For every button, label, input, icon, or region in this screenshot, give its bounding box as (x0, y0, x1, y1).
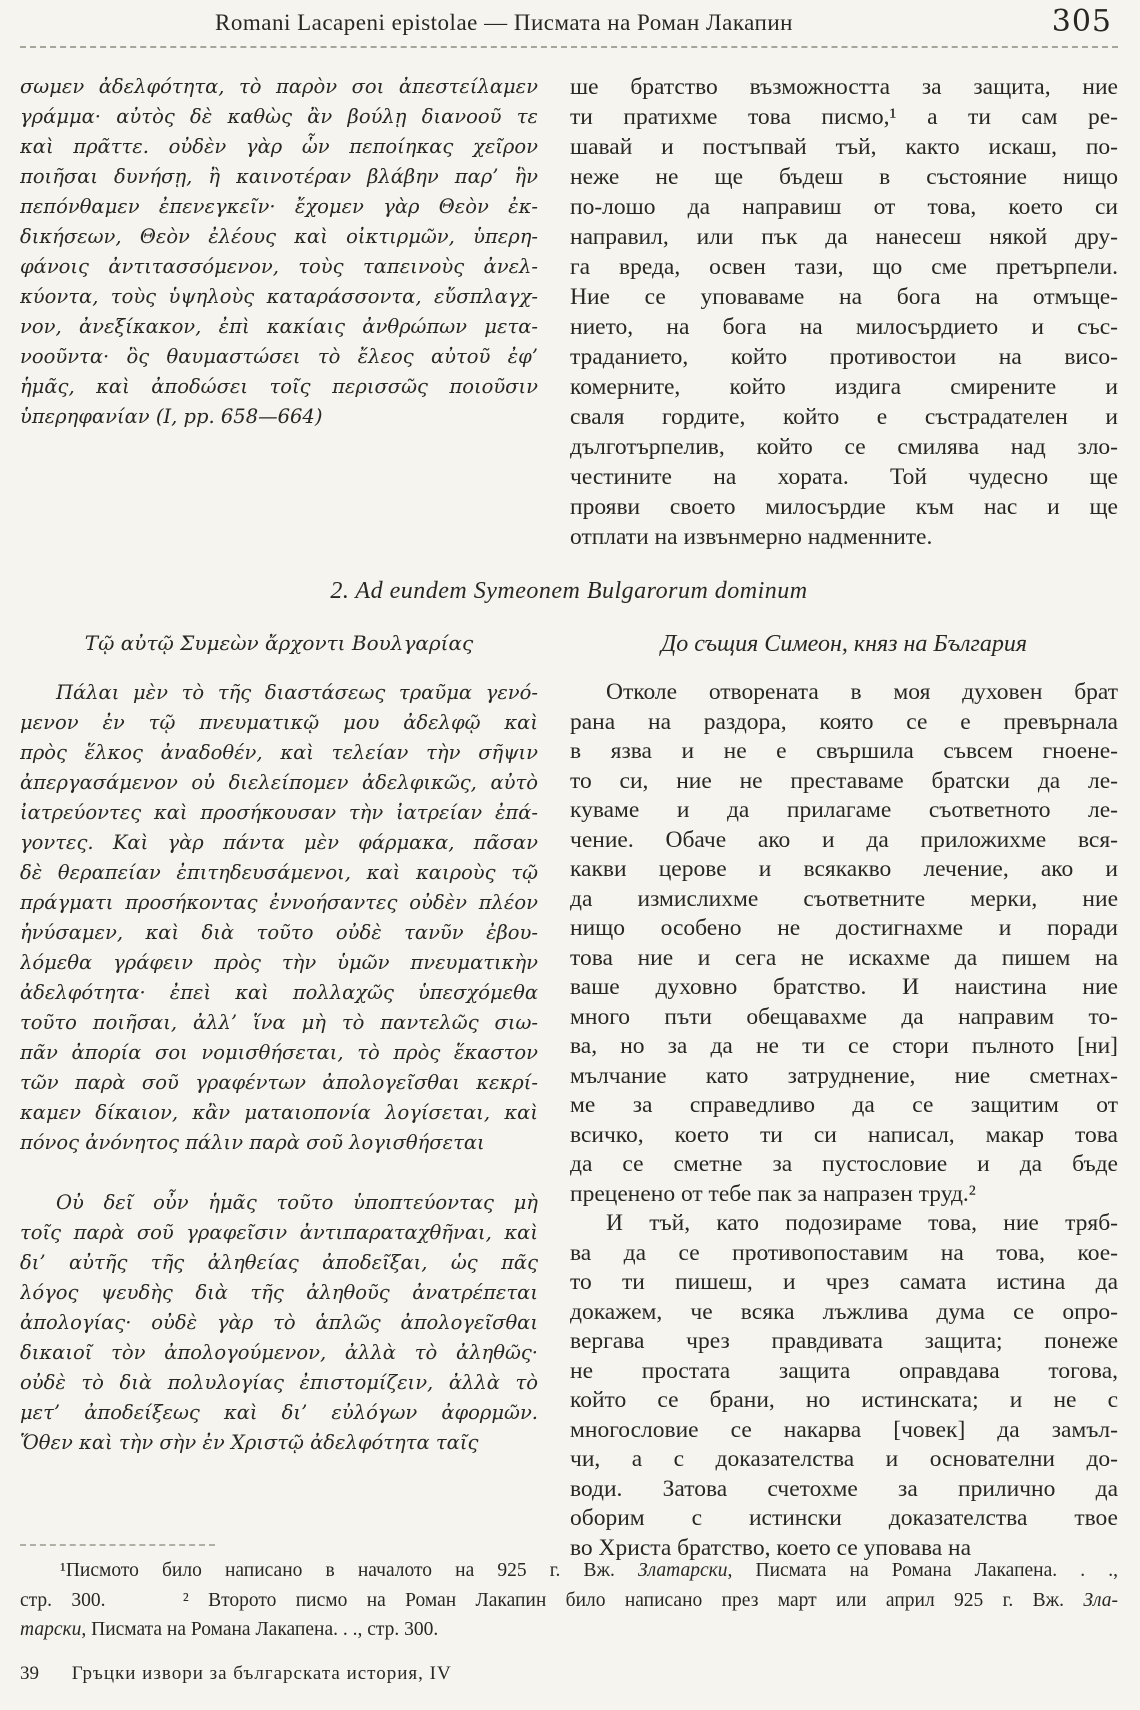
footnote-text: ¹Писмото било написано в началото на 925 г. Вж. (60, 1560, 639, 1581)
text-line: всичко, което ти си написал, макар това (570, 1121, 1118, 1148)
text-line: μετ’ ἀποδείξεως καὶ δι’ εὐλόγων ἀφορμῶν. (20, 1401, 538, 1424)
text-line: πρὸς ἕλκος ἀναδοθέν, καὶ τελείαν τὴν σῆψιν (20, 741, 538, 764)
greek-column-block2 (20, 678, 538, 1563)
text-line: νοοῦντα· ὃς θαυμαστώσει τὸ ἔλεος αὐτοῦ ἐφ’ (20, 345, 538, 368)
text-line: това ние и сега не искахме да пишем на (570, 944, 1118, 971)
text-line: τοῖς παρὰ σοῦ γραφεῖσιν ἀντιπαραταχθῆναι, καὶ (20, 1221, 538, 1244)
text-line: Отколе отворената в моя духовен брат (606, 679, 1118, 705)
printers-signature-line (20, 1663, 1118, 1685)
text-line: ше братство възможността за защита, ние (570, 74, 1118, 100)
signature-number: 39 (20, 1662, 39, 1684)
text-line: Πάλαι μὲν τὸ τῆς διαστάσεως τραῦμα γενό- (56, 681, 538, 704)
signature-series-title: Гръцки извори за българската история, IV (71, 1662, 452, 1684)
footnote-text: стр. 300. ² Второто писмо на Роман Лакапин било написано през март или април 925 г. Вж. (20, 1589, 1084, 1611)
text-line: га вреда, освен тази, що сме претърпели. (570, 254, 1118, 280)
text-line: да измислихме съответните мерки, ние (570, 885, 1118, 912)
text-line: по-лошо да направиш от това, което си (570, 194, 1118, 220)
footnote-line (20, 1586, 1118, 1616)
bulgarian-column-block1 (570, 72, 1118, 552)
text-line: ти пратихме това писмо,¹ а ти сам ре- (570, 104, 1118, 130)
text-line: докажем, че всяка лъжлива дума се опро- (570, 1298, 1118, 1325)
text-line: ва да се противопоставим на това, кое- (570, 1239, 1118, 1266)
text-line: δικαιοῖ τὸν ἀπολογούμενον, ἀλλὰ τὸ ἀληθῶς· (20, 1341, 538, 1364)
footnote-author-name: Зла- (1083, 1589, 1118, 1611)
text-line: оборим с истински доказателства твое (570, 1505, 1118, 1531)
text-line: ва, но за да не ти се стори пълното [ни] (570, 1033, 1118, 1059)
text-line: οὐδὲ τὸ διὰ πολυλογίας ἐπιστομίζειν, ἀλλὰ τὸ (20, 1371, 538, 1394)
text-line: Ние се уповаваме на бога на отмъще- (570, 284, 1118, 310)
text-line: δι’ αὐτῆς τῆς ἀληθείας ἀποδεῖξαι, ὡς πᾶς (20, 1251, 538, 1274)
text-line: сваля гордите, който е състрадателен и (570, 404, 1118, 430)
section-heading: 2. Ad eundem Symeonem Bulgarorum dominum (330, 578, 808, 604)
footnotes (20, 1556, 1118, 1645)
greek-column-block1 (20, 72, 538, 552)
footnote-text: , Писмата на Романа Лакапена. . ., стр. 300. (81, 1619, 439, 1640)
greek-paragraph-2 (20, 678, 538, 1158)
text-line: ὑπερηφανίαν (I, pp. 658—664) (20, 405, 323, 428)
bulgarian-paragraph-2 (570, 678, 1118, 1209)
text-line: нието, на бога на милосърдието и със- (570, 314, 1118, 340)
text-line: во Христа братство, което се уповава на (570, 1534, 972, 1561)
text-line: καμεν δίκαιον, κἂν ματαιοπονία λογίσεται, καὶ (20, 1101, 538, 1124)
text-line: траданието, който противостои на висо- (570, 344, 1118, 370)
text-line: Ὅθεν καὶ τὴν σὴν ἐν Χριστῷ ἀδελφότητα ταῖς (20, 1431, 479, 1454)
text-line: чи, а с доказателства и основателни до- (570, 1446, 1118, 1472)
text-line: πεπόνθαμεν ἐπενεγκεῖν· ἔχομεν γὰρ Θεὸν ἐκ- (20, 195, 538, 218)
text-line: да се сметне за пустословие и да бъде (570, 1151, 1118, 1177)
text-line: вергава чрез правдивата защита; понеже (570, 1328, 1118, 1354)
text-line: много пъти обещавахме да направим то- (570, 1003, 1118, 1030)
text-line: ἰατρεύοντες καὶ προσήκουσαν τὴν ἰατρείαν ἐπά- (20, 801, 538, 824)
text-line: κύοντα, τοὺς ὑψηλοὺς καταράσσοντα, εὔσπλαγχ- (20, 285, 538, 308)
text-line: какви церове и всякакво лечение, ако и (570, 856, 1118, 882)
text-line: честините на хората. Той чудесно ще (570, 464, 1118, 490)
text-line: γοντες. Καὶ γὰρ πάντα μὲν φάρμακα, πᾶσαν (20, 831, 538, 854)
text-line: мълчание като затруднение, ние сметнах- (570, 1062, 1118, 1089)
greek-paragraph-3 (20, 1188, 538, 1458)
text-line: рана на раздора, която се е превърнала (570, 708, 1118, 735)
text-line: неже не ще бъдеш в състояние нищо (570, 164, 1118, 190)
text-line: дълготърпелив, който се смилява над зло- (570, 434, 1118, 460)
text-line: δικήσεων, Θεὸν ἐλέους καὶ οἰκτιρμῶν, ὑπερη- (20, 225, 538, 248)
text-line: направил, или пък да нанесеш някой дру- (570, 224, 1118, 250)
text-line: ἀπεργασάμενον οὐ διελείπομεν ἀδελφικῶς, αὐτὸ (20, 771, 538, 794)
text-line: ἠνύσαμεν, καὶ διὰ τοῦτο οὐδὲ τανῦν ἐβου- (20, 921, 538, 944)
text-line: в язва и не е свършила съвсем гноене- (570, 738, 1118, 764)
text-line: λόγος ψευδὴς διὰ τῆς ἀληθοῦς ἀνατρέπεται (20, 1281, 538, 1304)
bulgarian-paragraph-3 (570, 1209, 1118, 1563)
text-line: то си, ние не преставаме братски да ле- (570, 767, 1118, 794)
text-line: ме за справедливо да се защитим от (570, 1092, 1118, 1118)
text-line: πόνος ἀνόνητος πάλιν παρὰ σοῦ λογισθήσεται (20, 1131, 485, 1154)
text-line: преценено от тебе пак за напразен труд.² (570, 1180, 976, 1207)
footnote-line (20, 1556, 1118, 1586)
text-line: води. Затова счетохме за прилично да (570, 1475, 1118, 1502)
text-line: ἀπολογίας· οὐδὲ γὰρ τὸ ἁπλῶς ἀπολογεῖσθαι (20, 1311, 538, 1334)
text-line: καὶ πρᾶττε. οὐδὲν γὰρ ὧν πεποίηκας χεῖρον (20, 135, 538, 158)
text-line: прояви своето милосърдие към нас и ще (570, 494, 1118, 520)
text-line: τῶν παρὰ σοῦ γραφέντων ἀπολογεῖσθαι κεκρί- (20, 1071, 538, 1094)
text-line: σωμεν ἀδελφότητα, τὸ παρὸν σοι ἀπεστείλαμεν (20, 75, 538, 98)
footnote-text: , Писмата на Романа Лакапена. . ., (727, 1560, 1118, 1581)
footnote-line (20, 1615, 1118, 1645)
text-line: който се брани, но истинската; и не с (570, 1387, 1118, 1413)
text-line: δὲ θεραπείαν ἐπιτηδευσάμενοι, καὶ καιροὺς τῷ (20, 861, 538, 884)
text-line: ἀδελφότητα· ἐπεὶ καὶ πολλαχῶς ὑπεσχόμεθα (20, 981, 538, 1004)
header-rule (20, 46, 1118, 48)
page-number: 305 (1051, 4, 1112, 39)
text-line: куваме и да прилагаме съответното ле- (570, 797, 1118, 823)
text-line: то ти пишеш, и чрез самата истина да (570, 1269, 1118, 1295)
running-header-title: Romani Lacapeni epistolae — Писмата на Роман Лакапин (215, 10, 793, 35)
running-header (20, 4, 1118, 42)
text-line: τοῦτο ποιῆσαι, ἀλλ’ ἵνα μὴ τὸ παντελῶς σιω- (20, 1011, 538, 1034)
text-line: πράγματι προσήκοντας ἐννοήσαντες οὐδὲν πλέον (20, 891, 538, 914)
text-line: γράμμα· αὐτὸς δὲ καθὼς ἂν βούλῃ διανοοῦ τε (20, 105, 538, 128)
greek-paragraph-1 (20, 72, 538, 432)
text-line: ваше духовно братство. И наистина ние (570, 974, 1118, 1000)
text-line: ἡμᾶς, καὶ ἀποδώσει τοῖς περισσῶς ποιοῦσιν (20, 375, 538, 398)
text-block-2 (20, 678, 1118, 1563)
text-line: не простата защита оправдава тогова, (570, 1357, 1118, 1384)
page-footer (20, 1544, 1118, 1685)
footnote-author-name: тарски (20, 1619, 82, 1640)
column-subheadings (20, 631, 1118, 658)
footnote-author-name: Златарски (638, 1560, 728, 1581)
text-line: Οὐ δεῖ οὖν ἡμᾶς τοῦτο ὑποπτεύοντας μὴ (56, 1191, 538, 1214)
footnote-separator-rule (20, 1544, 215, 1546)
bulgarian-column-block2 (570, 678, 1118, 1563)
text-line: πᾶν ἀπορία σοι νομισθήσεται, τὸ πρὸς ἕκαστον (20, 1041, 538, 1064)
text-line: чение. Обаче ако и да приложихме вся- (570, 826, 1118, 853)
text-line: И тъй, като подозираме това, ние тряб- (606, 1210, 1118, 1236)
bulgarian-subheading: До същия Симеон, княз на България (660, 631, 1028, 657)
text-line: νον, ἀνεξίκακον, ἐπὶ κακίαις ἀνθρώπων μετα- (20, 315, 538, 338)
text-line: многословие се накарва [човек] да замъл- (570, 1416, 1118, 1443)
text-line: шавай и постъпвай тъй, както искаш, по- (570, 134, 1118, 160)
bulgarian-paragraph-1 (570, 72, 1118, 552)
text-line: ποιῆσαι δυνήσῃ, ἢ καινοτέραν βλάβην παρ’ ἣν (20, 165, 538, 188)
text-line: φάνοις ἀντιτασσόμενον, τοὺς ταπεινοὺς ἀνελ- (20, 255, 538, 278)
greek-subheading: Τῷ αὐτῷ Συμεὼν ἄρχοντι Βουλγαρίας (84, 631, 474, 655)
text-line: λόμεθα γράφειν πρὸς τὴν ὑμῶν πνευματικὴν (20, 951, 538, 974)
text-block-1 (20, 72, 1118, 552)
text-line: отплати на извънмерно надменните. (570, 524, 933, 550)
text-line: μενον ἐν τῷ πνευματικῷ μου ἀδελφῷ καὶ (20, 711, 538, 734)
text-line: нищо особено не достигнахме и поради (570, 915, 1118, 941)
text-line: комерните, който издига смирените и (570, 374, 1118, 400)
